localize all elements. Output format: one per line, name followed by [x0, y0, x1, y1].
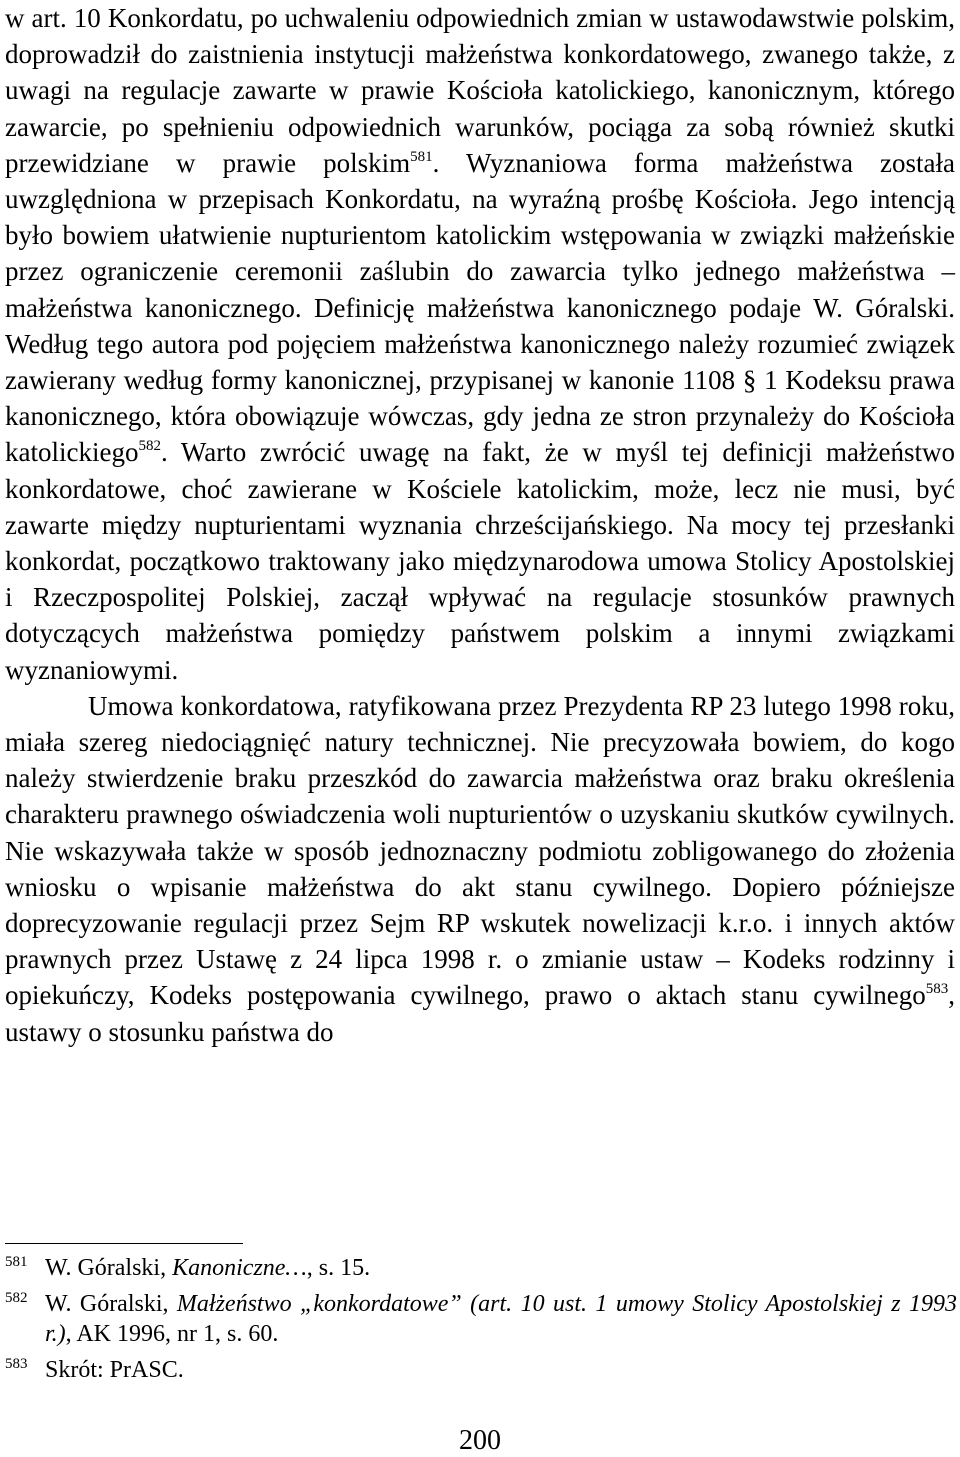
footnote: [5, 1253, 957, 1283]
footnote-text: Kanoniczne…: [172, 1255, 307, 1281]
footnote-separator: [5, 1243, 243, 1244]
paragraph: [5, 688, 955, 1050]
footnote-text: W. Góralski,: [45, 1291, 177, 1317]
footnote-number: 583: [5, 1356, 28, 1372]
footnotes: [5, 1253, 957, 1391]
paragraph-text: . Warto zwrócić uwagę na fakt, że w myśl tej definicji małżeństwo konkordatowe, choć zawierane w Kościele katolickim, może, lecz nie musi, być zawarte między nupturientami wyznania chrześcijańskiego. Na mocy tej przesłanki konkordat, początkowo traktowany jako międzynarodowa umowa Stolicy Apostolskiej i Rzeczpospolitej Polskiej, zaczął wpływać na regulacje stosunków prawnych dotyczących małżeństwa pomiędzy państwem polskim a innymi związkami wyznaniowymi.: [5, 437, 955, 685]
footnote-text: Małżeństwo „konkordatowe” (art. 10 ust. 1 umowy Stolicy Apostolskiej z 1993 r.): [45, 1291, 957, 1347]
footnote-reference: 583: [925, 981, 949, 998]
paragraph: [5, 0, 955, 688]
main-text: [5, 0, 955, 1050]
footnote-reference: 582: [138, 438, 161, 455]
footnote-text: Skrót: PrASC.: [45, 1357, 184, 1383]
page-number: 200: [459, 1425, 501, 1456]
paragraph-text: . Wyznaniowa forma małżeństwa została uwzględniona w przepisach Konkordatu, na wyraźną prośbę Kościoła. Jego intencją było bowiem ułatwienie nupturientom katolickim wstępowania w związki małżeńskie przez ograniczenie ceremonii zaślubin do zawarcia tylko jednego małżeństwa – małżeństwa kanonicznego. Definicję małżeństwa kanonicznego podaje W. Góralski. Według tego autora pod pojęciem małżeństwa kanonicznego należy rozumieć związek zawierany według formy kanonicznej, przypisanej w kanonie 1108 § 1 Kodeksu prawa kanonicznego, która obowiązuje wówczas, gdy jedna ze stron przynależy do Kościoła katolickiego: [5, 147, 955, 468]
footnote-text: , s. 15.: [306, 1255, 371, 1281]
footnote-text: , AK 1996, nr 1, s. 60.: [65, 1321, 279, 1347]
footnote-text: W. Góralski,: [45, 1255, 173, 1281]
footnote: [5, 1289, 957, 1349]
paragraph-text: , ustawy o stosunku państwa do: [5, 980, 955, 1047]
paragraph-text: w art. 10 Konkordatu, po uchwaleniu odpowiednich zmian w ustawodawstwie polskim, doprowadził do zaistnienia instytucji małżeństwa konkordatowego, zwanego także, z uwagi na regulacje zawarte w prawie Kościoła katolickiego, kanonicznym, którego zawarcie, po spełnieniu odpowiednich warunków, pociąga za sobą również skutki przewidziane w prawie polskim: [5, 3, 955, 178]
footnote-number: 582: [5, 1290, 28, 1306]
footnote: [5, 1355, 957, 1385]
paragraph-text: Umowa konkordatowa, ratyfikowana przez Prezydenta RP 23 lutego 1998 roku, miała szereg niedociągnięć natury technicznej. Nie precyzowała bowiem, do kogo należy stwierdzenie braku przeszkód do zawarcia małżeństwa oraz braku określenia charakteru prawnego oświadczenia woli nupturientów o uzyskaniu skutków cywilnych. Nie wskazywała także w sposób jednoznaczny podmiotu zobligowanego do złożenia wniosku o wpisanie małżeństwa do akt stanu cywilnego. Dopiero późniejsze doprecyzowanie regulacji przez Sejm RP wskutek nowelizacji k.r.o. i innych aktów prawnych przez Ustawę z 24 lipca 1998 r. o zmianie ustaw – Kodeks rodzinny i opiekuńczy, Kodeks postępowania cywilnego, prawo o aktach stanu cywilnego: [5, 690, 955, 1011]
footnote-number: 581: [5, 1254, 28, 1270]
footnote-reference: 581: [410, 148, 433, 165]
